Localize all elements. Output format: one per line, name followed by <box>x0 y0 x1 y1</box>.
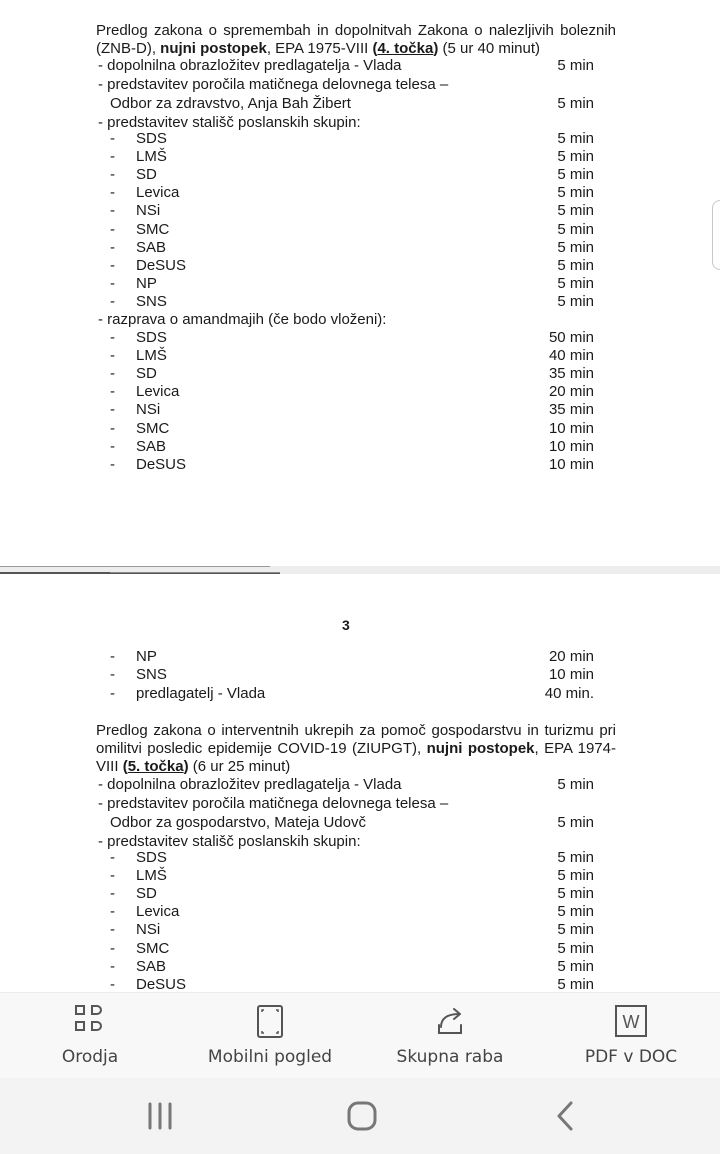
party-row-time: 40 min <box>548 347 594 365</box>
party-row-label: NSi <box>136 202 161 220</box>
party-row-time: 5 min <box>557 867 594 885</box>
system-navigation-bar <box>0 1078 720 1154</box>
scroll-handle[interactable] <box>712 200 720 270</box>
paren: ) <box>183 758 189 775</box>
tools-button[interactable] <box>30 993 150 1079</box>
agenda-row-label: - predstavitev poročila matičnega delovnega telesa – <box>98 76 449 93</box>
bullet-dash: - <box>110 329 115 346</box>
party-row-label: SAB <box>136 957 167 975</box>
party-row-time: 5 min <box>557 849 594 866</box>
bullet-dash: - <box>110 939 115 957</box>
party-row-label: DeSUS <box>136 975 187 992</box>
agenda-row-time: 5 min <box>557 776 594 793</box>
party-row-label: SNS <box>136 292 167 310</box>
party-row-time: 5 min <box>557 903 594 921</box>
party-row-label: SMC <box>136 419 170 437</box>
party-row-label: predlagatelj - Vlada <box>136 684 266 702</box>
party-row-label: Levica <box>136 383 180 401</box>
agenda-row-label: - dopolnilna obrazložitev predlagatelja - Vlada <box>98 776 402 793</box>
party-row-label: SMC <box>136 939 170 957</box>
party-row-label: SNS <box>136 666 167 684</box>
party-row-label: SD <box>136 885 157 903</box>
share-icon <box>432 1003 468 1039</box>
party-row-time: 20 min <box>548 383 594 401</box>
party-row-label: NSi <box>136 401 161 419</box>
party-row-label: NP <box>136 274 157 292</box>
bullet-dash: - <box>110 130 115 147</box>
bullet-dash: - <box>110 419 115 437</box>
party-row-time: 10 min <box>548 437 594 455</box>
party-row-time: 5 min <box>557 238 594 256</box>
party-row-label: SD <box>136 166 157 184</box>
party-row-label: LMŠ <box>136 347 167 365</box>
party-row-time: 5 min <box>557 885 594 903</box>
bullet-dash: - <box>110 202 115 220</box>
agenda-row-label: - dopolnilna obrazložitev predlagatelja - Vlada <box>98 57 402 74</box>
bullet-dash: - <box>110 256 115 274</box>
item4-procedure: nujni postopek <box>160 40 267 57</box>
bullet-dash: - <box>110 849 115 866</box>
share-button[interactable] <box>380 993 520 1079</box>
bullet-dash: - <box>110 903 115 921</box>
item5-title-text: Predlog zakona o interventnih ukrepih za pomoč gospodarstvu in turizmu pri omilitvi posledic epidemije COVID-19 (ZIUPGT), <box>96 722 616 757</box>
party-row-time: 5 min <box>557 166 594 184</box>
agenda-row-time: 5 min <box>557 57 594 74</box>
agenda-row-time: 5 min <box>557 814 594 831</box>
page-number: 3 <box>342 617 350 633</box>
bullet-dash: - <box>110 166 115 184</box>
mobile-view-label: Mobilni pogled <box>207 1047 333 1067</box>
pdf-to-doc-label: PDF v DOC <box>584 1047 678 1067</box>
item4-epa: , EPA 1975-VIII <box>266 40 373 57</box>
party-row-time: 5 min <box>557 148 594 166</box>
party-row-label: SDS <box>136 849 167 866</box>
party-row-time: 50 min <box>548 329 594 346</box>
party-row-time: 5 min <box>557 957 594 975</box>
tools-grid-icon <box>72 1003 108 1039</box>
party-row-label: SDS <box>136 329 167 346</box>
party-row-label: NSi <box>136 921 161 939</box>
bullet-dash: - <box>110 648 115 665</box>
bullet-dash: - <box>110 957 115 975</box>
item5-procedure: nujni postopek <box>426 740 535 757</box>
agenda-row-label: - predstavitev poročila matičnega delovnega telesa – <box>98 795 449 812</box>
bullet-dash: - <box>110 975 115 992</box>
bullet-dash: - <box>110 365 115 383</box>
party-row-label: LMŠ <box>136 148 167 166</box>
bullet-dash: - <box>110 383 115 401</box>
party-row-time: 35 min <box>548 365 594 383</box>
party-row-label: NP <box>136 648 157 665</box>
bullet-dash: - <box>110 867 115 885</box>
party-row-time: 20 min <box>548 648 594 665</box>
party-row-time: 5 min <box>557 256 594 274</box>
agenda-row-time: 5 min <box>557 95 594 112</box>
party-row-label: Levica <box>136 903 180 921</box>
party-row-label: SAB <box>136 238 167 256</box>
item4-amendments-label: - razprava o amandmajih (če bodo vloženi): <box>98 311 387 328</box>
bullet-dash: - <box>110 292 115 310</box>
agenda-row-label: Odbor za zdravstvo, Anja Bah Žibert <box>110 95 351 112</box>
recent-apps-icon[interactable] <box>140 1096 180 1136</box>
bullet-dash: - <box>110 455 115 473</box>
agenda-row-label: - predstavitev stališč poslanskih skupin: <box>98 114 361 131</box>
mobile-view-icon <box>252 1003 288 1039</box>
paren: ) <box>433 40 439 57</box>
item4-duration: (5 ur 40 minut) <box>438 40 541 57</box>
bullet-dash: - <box>110 220 115 238</box>
party-row-label: Levica <box>136 184 180 202</box>
party-row-label: SDS <box>136 130 167 147</box>
bullet-dash: - <box>110 684 115 702</box>
bullet-dash: - <box>110 238 115 256</box>
party-row-time: 5 min <box>557 220 594 238</box>
bottom-toolbar <box>0 992 720 1079</box>
party-row-time: 5 min <box>557 202 594 220</box>
home-icon[interactable] <box>342 1096 382 1136</box>
party-row-time: 35 min <box>548 401 594 419</box>
party-row-time: 5 min <box>557 274 594 292</box>
page-separator <box>0 566 720 574</box>
party-row-time: 5 min <box>557 130 594 147</box>
back-icon[interactable] <box>545 1096 585 1136</box>
agenda-row-label: - predstavitev stališč poslanskih skupin: <box>98 833 361 850</box>
item5-title <box>96 722 616 776</box>
bullet-dash: - <box>110 274 115 292</box>
party-row-label: LMŠ <box>136 867 167 885</box>
party-row-time: 5 min <box>557 292 594 310</box>
bullet-dash: - <box>110 437 115 455</box>
pdf-to-doc-icon <box>613 1003 649 1039</box>
item4-title <box>96 22 616 58</box>
party-row-time: 5 min <box>557 921 594 939</box>
party-row-time: 10 min <box>548 419 594 437</box>
bullet-dash: - <box>110 401 115 419</box>
item4-point-link: 4. točka <box>377 40 434 57</box>
bullet-dash: - <box>110 921 115 939</box>
agenda-row-label: Odbor za gospodarstvo, Mateja Udovč <box>110 814 366 831</box>
bullet-dash: - <box>110 885 115 903</box>
party-row-time: 10 min <box>548 455 594 473</box>
party-row-label: SD <box>136 365 157 383</box>
party-row-time: 5 min <box>557 939 594 957</box>
paren: ( <box>122 758 128 775</box>
party-row-time: 10 min <box>548 666 594 684</box>
party-row-time: 5 min <box>557 975 594 992</box>
party-row-time: 40 min. <box>544 684 594 702</box>
tools-label: Orodja <box>61 1047 119 1067</box>
bullet-dash: - <box>110 666 115 684</box>
item5-point-link: 5. točka <box>127 758 184 775</box>
party-row-label: DeSUS <box>136 455 187 473</box>
item5-duration: (6 ur 25 minut) <box>188 758 291 775</box>
share-label: Skupna raba <box>396 1047 504 1067</box>
item4-title-text: Predlog zakona o spremembah in dopolnitvah Zakona o nalezljivih boleznih (ZNB-D), <box>96 22 616 57</box>
party-row-label: SMC <box>136 220 170 238</box>
bullet-dash: - <box>110 184 115 202</box>
mobile-view-button[interactable] <box>190 993 350 1079</box>
bullet-dash: - <box>110 347 115 365</box>
item5-epa: , EPA 1974-VIII <box>96 740 616 775</box>
party-row-label: DeSUS <box>136 256 187 274</box>
party-row-time: 5 min <box>557 184 594 202</box>
pdf-to-doc-button[interactable] <box>566 993 696 1079</box>
party-row-label: SAB <box>136 437 167 455</box>
bullet-dash: - <box>110 148 115 166</box>
paren: ( <box>372 40 378 57</box>
pdf-to-doc-icon-letter: W <box>622 1012 640 1032</box>
